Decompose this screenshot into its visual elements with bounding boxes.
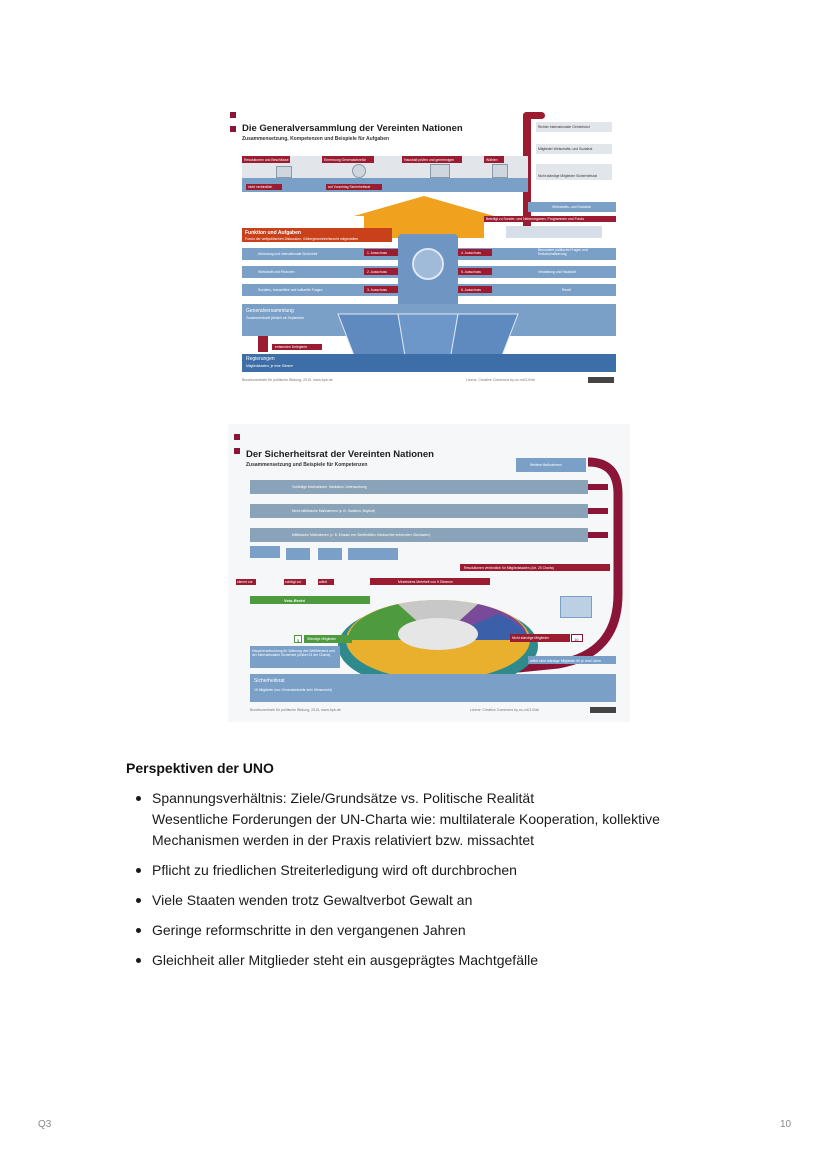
tag-label: nicht verbindlich bbox=[248, 185, 273, 189]
permanent-count-box bbox=[294, 635, 302, 643]
right-label-box bbox=[536, 164, 612, 180]
cc-license-icon bbox=[588, 377, 614, 383]
committee-label: 3. Ausschuss bbox=[367, 287, 387, 292]
bullet-icon bbox=[136, 868, 141, 873]
veto-label: Veto-Recht bbox=[284, 598, 305, 603]
money-icon bbox=[430, 164, 450, 178]
voter-box bbox=[318, 548, 342, 560]
programmes-label: Beteiligt zu Sonder- und Nebenorganen, Programmen und Fonds bbox=[486, 217, 585, 221]
council-band bbox=[250, 674, 616, 702]
top-band-blue bbox=[242, 178, 528, 192]
vote-label: schlägt vor bbox=[285, 580, 302, 584]
ecosoc-box bbox=[528, 202, 616, 212]
title-marker bbox=[230, 126, 236, 132]
committee-label: 6. Ausschuss bbox=[461, 287, 481, 292]
committee-tag bbox=[364, 268, 398, 275]
credit: Bundeszentrale für politische Bildung, 2015, www.bpb.de bbox=[242, 378, 333, 382]
elected-label: wählt nicht ständige Mitglieder für je zwei Jahre bbox=[530, 658, 602, 663]
committee-label: 1. Ausschuss bbox=[367, 250, 387, 255]
cc-license-icon bbox=[590, 707, 616, 713]
right-label-box bbox=[536, 122, 612, 132]
bullet-list bbox=[130, 788, 730, 980]
right-label: Richter Internationaler Gerichtshof bbox=[538, 125, 590, 129]
vote-tag bbox=[284, 579, 306, 585]
responsibility-label: Hauptverantwortung für Wahrung des Weltfriedens und der internationalen Sicherheit (Artikel 24 der Charta) bbox=[252, 649, 335, 658]
bullet-icon bbox=[136, 928, 141, 933]
list-item-text: Mechanismen werden in der Praxis relativiert bzw. missachtet bbox=[152, 832, 535, 848]
list-item-text: Pflicht zu friedlichen Streiterledigung wird oft durchbrochen bbox=[152, 862, 517, 878]
resolutions-label: Resolutionen verbindlich für Mitgliedstaaten (Art. 25 Charta) bbox=[464, 565, 554, 570]
right-label: Mitglieder Wirtschafts- und Sozialrat bbox=[538, 147, 593, 151]
nonpermanent-label: Nicht ständige Mitglieder bbox=[512, 636, 550, 640]
committee-left: Wirtschaft und Finanzen bbox=[258, 270, 295, 274]
committee-right: Verwaltung und Haushalt bbox=[538, 270, 576, 274]
figure-subtitle: Zusammensetzung und Beispiele für Kompetenzen bbox=[246, 462, 368, 468]
list-item bbox=[130, 950, 730, 971]
measure-label: Vorläufige Maßnahmen, Mediation, Untersuchung bbox=[292, 485, 367, 489]
top-box-label: Wählen bbox=[486, 157, 498, 162]
list-item-text: Wesentliche Forderungen der UN-Charta wie: multilaterale Kooperation, kollektive bbox=[152, 811, 660, 827]
committee-tag bbox=[364, 286, 398, 293]
ballot-box-icon bbox=[492, 164, 508, 178]
list-item-text: Gleichheit aller Mitglieder steht ein ausgeprägtes Machtgefälle bbox=[152, 952, 538, 968]
vote-label: stimmt vor bbox=[237, 580, 253, 584]
governments-label: Regierungen bbox=[246, 356, 275, 362]
voter-box bbox=[286, 548, 310, 560]
governments-sub: Mitgliedstaaten, je eine Stimme bbox=[246, 364, 294, 368]
committee-tag bbox=[364, 249, 398, 256]
license: Lizenz: Creative Commons by-nc-nd/3.0/de bbox=[470, 708, 540, 712]
tag bbox=[246, 184, 282, 190]
elected-box bbox=[528, 656, 616, 664]
committee-tag bbox=[458, 249, 492, 256]
assembly-label: Generalversammlung bbox=[246, 308, 294, 314]
title-marker bbox=[234, 448, 240, 454]
list-item-text: Spannungsverhältnis: Ziele/Grundsätze vs. Politische Realität bbox=[152, 790, 535, 806]
flow-pipe bbox=[523, 112, 545, 119]
resolutions-bar bbox=[460, 564, 610, 571]
programme-icons bbox=[506, 226, 602, 238]
permanent-count: 5 bbox=[297, 637, 300, 643]
bullet-icon bbox=[136, 898, 141, 903]
committee-right: Recht bbox=[562, 288, 571, 292]
committee-tag bbox=[458, 268, 492, 275]
security-council-infographic bbox=[228, 424, 630, 722]
committee-tag bbox=[458, 286, 492, 293]
function-header bbox=[242, 228, 392, 242]
responsibility-box bbox=[250, 646, 340, 668]
voter-box bbox=[348, 548, 398, 560]
list-item bbox=[130, 890, 730, 911]
measure-label: Militärische Maßnahmen (z. B. Einsatz von Streitkräften, Beobachter entsenden, Blockaden) bbox=[292, 533, 431, 537]
list-item-text: Geringe reformschritte in den vergangenen Jahren bbox=[152, 922, 466, 938]
nonpermanent-box bbox=[510, 634, 570, 642]
general-assembly-infographic bbox=[228, 104, 620, 390]
committee-left: Soziales, humanitäre und kulturelle Fragen bbox=[258, 288, 323, 292]
nonpermanent-count-box bbox=[571, 634, 583, 642]
top-box-label: Haushalt prüfen und genehmigen bbox=[404, 157, 455, 162]
ecosoc-label: Wirtschafts- und Sozialrat bbox=[552, 205, 591, 209]
governments-band bbox=[242, 354, 616, 372]
top-box-header bbox=[402, 156, 462, 163]
permanent-label: Ständige Mitglieder bbox=[307, 637, 337, 641]
delegation-tag bbox=[272, 344, 322, 350]
further-measures-label: Weitere Maßnahmen bbox=[530, 463, 562, 467]
council-sub: 15 Mitglieder (nur Generalsekretär kein Stimmrecht) bbox=[254, 688, 333, 692]
bullet-icon bbox=[136, 796, 141, 801]
list-item bbox=[130, 860, 730, 881]
majority-label: Mindestens Mehrheit von 9 Stimmen bbox=[398, 579, 454, 584]
orange-arrow-head bbox=[354, 196, 494, 216]
general-assembly-icon bbox=[560, 596, 592, 618]
vote-tag bbox=[236, 579, 256, 585]
committee-label: 4. Ausschuss bbox=[461, 250, 481, 255]
tag bbox=[326, 184, 382, 190]
function-title: Funktion und Aufgaben bbox=[245, 230, 301, 236]
right-label-box bbox=[536, 144, 612, 154]
document-icon bbox=[276, 166, 292, 178]
council-label: Sicherheitsrat bbox=[254, 678, 285, 684]
un-emblem-icon bbox=[412, 248, 444, 280]
tag-label: auf Vorschlag Sicherheitsrat bbox=[328, 185, 371, 189]
committee-left: Abrüstung und internationale Sicherheit bbox=[258, 252, 318, 256]
nonpermanent-count: 10 bbox=[574, 636, 579, 642]
list-item bbox=[130, 920, 730, 941]
list-item bbox=[130, 788, 730, 851]
voter-box bbox=[250, 546, 280, 558]
delegation-arrow bbox=[258, 336, 268, 352]
title-marker bbox=[230, 112, 236, 118]
committee-label: 2. Ausschuss bbox=[367, 269, 387, 274]
list-item-text: Viele Staaten wenden trotz Gewaltverbot Gewalt an bbox=[152, 892, 473, 908]
assembly-sub: Zusammenkunft jährlich ab September bbox=[246, 316, 305, 320]
right-label: Nicht ständige Mitglieder Sicherheitsrat bbox=[538, 174, 597, 178]
top-box-header bbox=[242, 156, 290, 163]
committee-right: Besondere politische Fragen und Entkolonialisierung bbox=[538, 248, 588, 256]
top-box-label: Resolutionen und Beschlüsse bbox=[244, 157, 289, 162]
person-icon bbox=[352, 164, 366, 178]
committee-label: 5. Ausschuss bbox=[461, 269, 481, 274]
section-title: Perspektiven der UNO bbox=[126, 760, 274, 776]
bullet-icon bbox=[136, 958, 141, 963]
top-box-header bbox=[484, 156, 504, 163]
figure-title: Die Generalversammlung der Vereinten Nationen bbox=[242, 123, 463, 134]
permanent-box bbox=[304, 635, 352, 643]
title-marker bbox=[234, 434, 240, 440]
page-number: 10 bbox=[780, 1119, 792, 1130]
footer-section-label: Q3 bbox=[38, 1119, 52, 1130]
programmes-bar bbox=[484, 216, 616, 222]
measure-label: Nicht-militärische Maßnahmen (z. B. Sanktion, Boykott) bbox=[292, 509, 376, 513]
top-box-label: Ernennung Generalsekretär bbox=[324, 157, 366, 162]
vote-label: wählt bbox=[319, 580, 327, 584]
credit: Bundeszentrale für politische Bildung, 2015, www.bpb.de bbox=[250, 708, 341, 712]
license: Lizenz: Creative Commons by-nc-nd/3.0/de bbox=[466, 378, 536, 382]
figure-title: Der Sicherheitsrat der Vereinten Nationen bbox=[246, 449, 434, 460]
function-subtitle: Forum der weltpolitischen Diskussion, Völkergewohnheitsrecht mitgestalten bbox=[245, 237, 359, 241]
figure-subtitle: Zusammensetzung, Kompetenzen und Beispiele für Aufgaben bbox=[242, 136, 390, 142]
top-box-header bbox=[322, 156, 374, 163]
delegation-label: entsenden Delegierte bbox=[275, 345, 308, 349]
